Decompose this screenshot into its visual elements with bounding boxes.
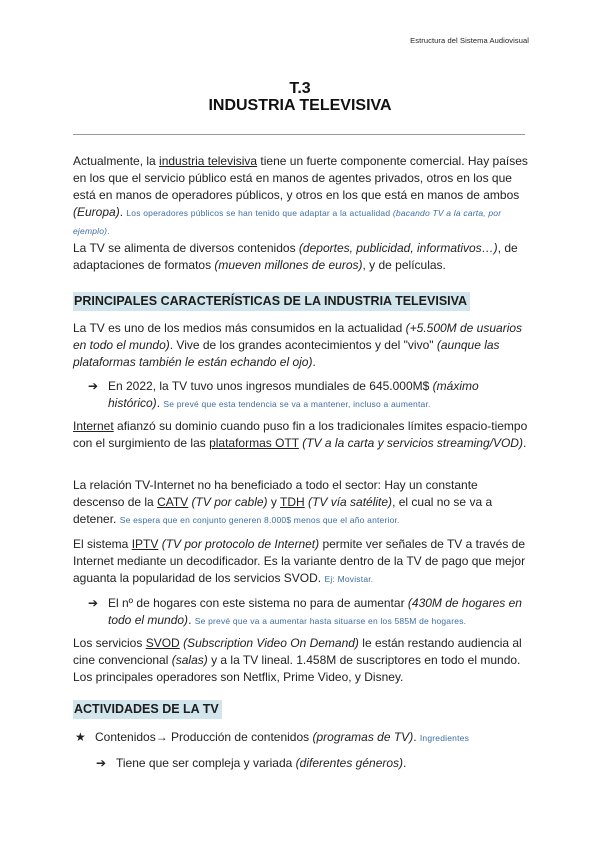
term-industria-televisiva: industria televisiva bbox=[159, 154, 258, 168]
page-title: INDUSTRIA TELEVISIVA bbox=[208, 97, 392, 114]
star-item: ★ Contenidos→ Producción de contenidos (programas de TV). Ingredientes bbox=[75, 730, 470, 744]
term-iptv: IPTV bbox=[131, 537, 159, 551]
running-header: Estructura del Sistema Audiovisual bbox=[410, 36, 529, 45]
margin-note: Se prevé que esta tendencia se va a mantener, incluso a aumentar. bbox=[163, 399, 431, 409]
section1-paragraph-4: El sistema IPTV (TV por protocolo de Internet) permite ver señales de TV a través de Internet mediante un decodificador. Es la variante dentro de la TV de pago que mejor aguanta la popularidad de los servicios SVOD. Ej: Movistar. bbox=[73, 537, 526, 585]
bullet-item: ➔ Tiene que ser compleja y variada (diferentes géneros). bbox=[96, 756, 407, 770]
section-heading-activities: ACTIVIDADES DE LA TV bbox=[73, 700, 222, 719]
margin-note: Ej: Movistar. bbox=[324, 574, 374, 584]
star-bullet-icon: ★ bbox=[75, 730, 86, 744]
term-internet: Internet bbox=[73, 419, 114, 433]
arrow-bullet-icon: ➔ bbox=[88, 596, 99, 610]
section1-paragraph-1: La TV es uno de los medios más consumidos en la actualidad (+5.500M de usuarios en todo el mundo). Vive de los grandes acontecimientos y del "vivo" (aunque las plataformas también le están echando el ojo). bbox=[73, 321, 523, 369]
intro-paragraph-2: La TV se alimenta de diversos contenidos (deportes, publicidad, informativos…), de adaptaciones de formatos (mueven millones de euros), y de películas. bbox=[73, 241, 518, 272]
term-svod: SVOD bbox=[145, 636, 180, 650]
term-plataformas-ott: plataformas OTT bbox=[209, 436, 299, 450]
term-tdh: TDH bbox=[280, 495, 305, 509]
topic-number: T.3 bbox=[289, 80, 311, 97]
term-catv: CATV bbox=[157, 495, 189, 509]
margin-note: Se espera que en conjunto generen 8.000$ menos que el año anterior. bbox=[119, 515, 400, 525]
margin-note: Se prevé que va a aumentar hasta situarse en los 585M de hogares. bbox=[194, 616, 467, 626]
arrow-bullet-icon: ➔ bbox=[96, 756, 107, 770]
bullet-item: ➔ En 2022, la TV tuvo unos ingresos mundiales de 645.000M$ (máximo histórico). Se prevé que esta tendencia se va a mantener, incluso a aumentar. bbox=[88, 379, 479, 410]
section-heading-characteristics: PRINCIPALES CARACTERÍSTICAS DE LA INDUSTRIA TELEVISIVA bbox=[73, 292, 470, 311]
bullet-item: ➔ El nº de hogares con este sistema no para de aumentar (430M de hogares en todo el mundo). Se prevé que va a aumentar hasta situarse en los 585M de hogares. bbox=[88, 596, 522, 627]
section1-paragraph-2: Internet afianzó su dominio cuando puso fin a los tradicionales límites espacio-tiempo con el surgimiento de las plataformas OTT (TV a la carta y servicios streaming/VOD). bbox=[73, 419, 528, 450]
intro-paragraph-1: Actualmente, la industria televisiva tiene un fuerte componente comercial. Hay países en los que el servicio público está en manos de agentes privados, otros en los que está en manos de operadores públicos, y otros en los que está en manos de ambos (Europa). Los operadores públicos se han tenido que adaptar a la actualidad (bacando TV a la carta, por ejemplo). bbox=[73, 154, 528, 236]
arrow-bullet-icon: ➔ bbox=[88, 379, 99, 393]
section1-paragraph-3: La relación TV-Internet no ha beneficiado a todo el sector: Hay un constante descenso de la CATV (TV por cable) y TDH (TV vía satélite), el cual no se va a detener. Se espera que en conjunto generen 8.000$ menos que el año anterior. bbox=[73, 478, 493, 526]
title-divider bbox=[73, 134, 525, 135]
margin-note: Los operadores públicos se han tenido que adaptar a la actualidad (bacando TV a la carta, por ejemplo). bbox=[73, 208, 502, 236]
margin-note: Ingredientes bbox=[419, 733, 470, 743]
section1-paragraph-5: Los servicios SVOD (Subscription Video On Demand) le están restando audiencia al cine convencional (salas) y a la TV lineal. 1.458M de suscriptores en todo el mundo. Los principales operadores son Netflix, Prime Video, y Disney. bbox=[73, 636, 522, 684]
